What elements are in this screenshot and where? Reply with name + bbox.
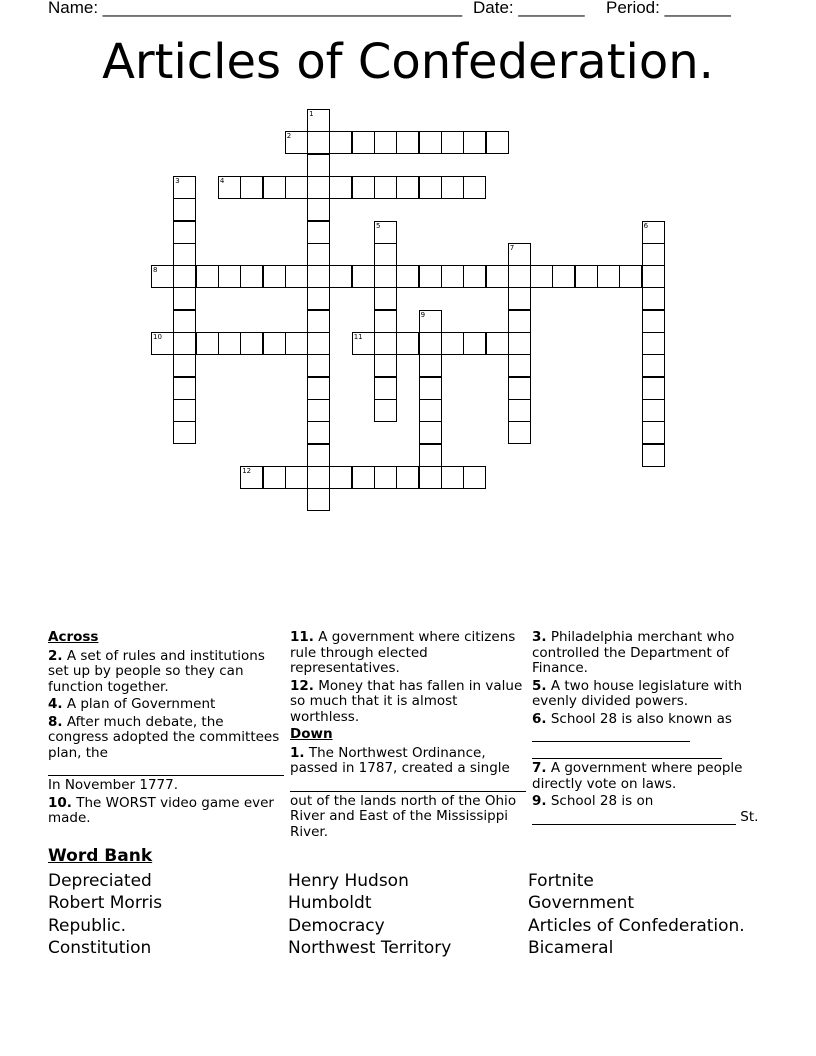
crossword-cell[interactable] xyxy=(441,466,464,489)
crossword-cell[interactable] xyxy=(642,421,665,444)
crossword-cell[interactable] xyxy=(486,332,509,355)
crossword-cell[interactable] xyxy=(307,198,330,221)
cell-number: 2 xyxy=(286,132,292,141)
crossword-cell[interactable] xyxy=(285,265,308,288)
crossword-cell[interactable] xyxy=(642,354,665,377)
crossword-cell[interactable] xyxy=(352,332,375,355)
crossword-cell[interactable] xyxy=(642,243,665,266)
word-bank-item: Fortnite xyxy=(528,870,594,891)
cell-number: 11 xyxy=(353,333,363,341)
crossword-cell[interactable] xyxy=(307,354,330,377)
word-bank-title: Word Bank xyxy=(48,846,153,866)
cell-number: 3 xyxy=(175,176,180,185)
clue-across-12: 12. Money that has fallen in value so much that it is almost worthless. xyxy=(290,677,523,725)
crossword-cell[interactable] xyxy=(374,131,397,154)
crossword-cell[interactable] xyxy=(419,265,442,288)
crossword-cell[interactable] xyxy=(374,310,397,333)
crossword-cell[interactable] xyxy=(374,287,397,310)
word-bank-item: Robert Morris xyxy=(48,893,163,913)
crossword-cell[interactable] xyxy=(329,265,352,288)
answer-blank[interactable] xyxy=(532,811,736,825)
crossword-cell[interactable] xyxy=(463,265,486,288)
crossword-cell[interactable] xyxy=(374,265,397,288)
cell-number: 9 xyxy=(420,310,426,319)
crossword-cell[interactable] xyxy=(419,377,442,400)
page-title: Articles of Confederation. xyxy=(102,34,714,90)
word-bank-item: Government xyxy=(528,893,635,913)
crossword-cell[interactable] xyxy=(263,332,286,355)
crossword-cell[interactable] xyxy=(419,131,442,154)
crossword-cell[interactable] xyxy=(642,377,665,400)
crossword-cell[interactable] xyxy=(285,466,308,489)
cell-number: 12 xyxy=(242,466,252,475)
date-field[interactable]: Date: _______ xyxy=(473,0,585,17)
crossword-cell[interactable] xyxy=(307,176,330,199)
clues-column-2 xyxy=(290,630,526,842)
crossword-cell[interactable] xyxy=(486,131,509,154)
crossword-cell[interactable] xyxy=(285,176,308,199)
crossword-cell[interactable] xyxy=(642,265,665,288)
crossword-cell[interactable] xyxy=(508,243,531,266)
crossword-cell[interactable] xyxy=(285,332,308,355)
cell-number: 6 xyxy=(643,221,649,230)
crossword-cell[interactable] xyxy=(263,265,286,288)
crossword-cell[interactable] xyxy=(173,377,196,400)
cell-number: 8 xyxy=(153,266,158,275)
crossword-cell[interactable] xyxy=(218,265,241,288)
word-bank-row xyxy=(48,937,768,960)
crossword-cell[interactable] xyxy=(463,131,486,154)
crossword-cell[interactable] xyxy=(441,332,464,355)
word-bank-row xyxy=(48,870,768,893)
crossword-cell[interactable] xyxy=(240,466,263,489)
answer-blank[interactable] xyxy=(290,777,526,792)
crossword-cell[interactable] xyxy=(508,287,531,310)
crossword-cell[interactable] xyxy=(396,466,419,489)
crossword-cell[interactable] xyxy=(307,154,330,177)
crossword-cell[interactable] xyxy=(642,221,665,244)
crossword-cell[interactable] xyxy=(374,377,397,400)
crossword-cell[interactable] xyxy=(419,421,442,444)
clue-down-1: 1. The Northwest Ordinance, passed in 1787, created a single out of the lands north of the Ohio River and East of the Mississippi River. xyxy=(290,746,526,841)
word-bank-item: Northwest Territory xyxy=(288,938,452,958)
cell-number: 7 xyxy=(509,243,515,252)
crossword-cell[interactable] xyxy=(508,265,531,288)
word-bank-item: Henry Hudson xyxy=(288,870,409,891)
crossword-cell[interactable] xyxy=(196,332,219,355)
period-field[interactable]: Period: _______ xyxy=(606,0,731,17)
crossword-cell[interactable] xyxy=(307,377,330,400)
crossword-cell[interactable] xyxy=(329,466,352,489)
crossword-cell[interactable] xyxy=(419,466,442,489)
crossword-cell[interactable] xyxy=(441,265,464,288)
crossword-cell[interactable] xyxy=(307,287,330,310)
word-bank-item: Constitution xyxy=(48,938,152,958)
crossword-cell[interactable] xyxy=(619,265,642,288)
crossword-cell[interactable] xyxy=(508,332,531,355)
word-bank-item: Bicameral xyxy=(528,938,614,958)
crossword-cell[interactable] xyxy=(173,198,196,221)
crossword-cell[interactable] xyxy=(396,176,419,199)
crossword-cell[interactable] xyxy=(441,176,464,199)
word-bank-item: Depreciated xyxy=(48,870,152,891)
answer-blank[interactable] xyxy=(532,744,722,759)
clue-down-9: 9. School 28 is on St. xyxy=(532,793,759,825)
crossword-cell[interactable] xyxy=(374,399,397,422)
crossword-cell[interactable] xyxy=(173,399,196,422)
clue-down-5: 5. A two house legislature with evenly divided powers. xyxy=(532,677,743,709)
crossword-cell[interactable] xyxy=(307,399,330,422)
word-bank-item: Articles of Confederation. xyxy=(528,915,745,936)
crossword-cell[interactable] xyxy=(352,131,375,154)
crossword-cell[interactable] xyxy=(642,332,665,355)
crossword-cell[interactable] xyxy=(508,310,531,333)
crossword-cell[interactable] xyxy=(263,466,286,489)
crossword-cell[interactable] xyxy=(419,332,442,355)
crossword-cell[interactable] xyxy=(419,310,442,333)
crossword-cell[interactable] xyxy=(240,265,263,288)
crossword-cell[interactable] xyxy=(352,265,375,288)
crossword-cell[interactable] xyxy=(642,287,665,310)
crossword-cell[interactable] xyxy=(307,421,330,444)
crossword-cell[interactable] xyxy=(463,332,486,355)
answer-blank[interactable] xyxy=(48,761,284,776)
crossword-cell[interactable] xyxy=(307,131,330,154)
word-bank-item: Humboldt xyxy=(288,893,372,913)
clue-down-6: 6. School 28 is also known as xyxy=(532,712,772,760)
crossword-cell[interactable] xyxy=(307,265,330,288)
crossword-cell[interactable] xyxy=(396,265,419,288)
crossword-cell[interactable] xyxy=(419,354,442,377)
across-heading: Across xyxy=(48,629,99,645)
crossword-cell[interactable] xyxy=(173,176,196,199)
crossword-cell[interactable] xyxy=(552,265,575,288)
crossword-cell[interactable] xyxy=(173,221,196,244)
crossword-cell[interactable] xyxy=(508,354,531,377)
crossword-cell[interactable] xyxy=(463,176,486,199)
crossword-cell[interactable] xyxy=(419,176,442,199)
clue-down-3: 3. Philadelphia merchant who controlled the Department of Finance. xyxy=(532,629,735,676)
clue-across-4: 4. A plan of Government xyxy=(48,696,216,712)
crossword-cell[interactable] xyxy=(374,221,397,244)
crossword-cell[interactable] xyxy=(307,310,330,333)
clue-across-8: 8. After much debate, the congress adopted the committees plan, the In November 1777. xyxy=(48,715,284,794)
crossword-cell[interactable] xyxy=(374,243,397,266)
crossword-cell[interactable] xyxy=(419,399,442,422)
crossword-cell[interactable] xyxy=(240,332,263,355)
crossword-cell[interactable] xyxy=(173,310,196,333)
crossword-cell[interactable] xyxy=(575,265,598,288)
word-bank-item: Republic. xyxy=(48,915,127,936)
crossword-cell[interactable] xyxy=(642,310,665,333)
crossword-cell[interactable] xyxy=(352,176,375,199)
down-heading: Down xyxy=(290,726,333,742)
crossword-cell[interactable] xyxy=(419,444,442,467)
crossword-cell[interactable] xyxy=(240,176,263,199)
crossword-cell[interactable] xyxy=(173,243,196,266)
crossword-cell[interactable] xyxy=(463,466,486,489)
crossword-cell[interactable] xyxy=(374,354,397,377)
crossword-cell[interactable] xyxy=(329,131,352,154)
word-bank-item: Democracy xyxy=(288,915,385,936)
crossword-cell[interactable] xyxy=(173,265,196,288)
crossword-cell[interactable] xyxy=(307,221,330,244)
word-bank-row xyxy=(48,892,768,915)
crossword-cell[interactable] xyxy=(218,176,241,199)
crossword-cell[interactable] xyxy=(486,265,509,288)
clues-column-3 xyxy=(532,630,772,827)
crossword-cell[interactable] xyxy=(307,444,330,467)
crossword-cell[interactable] xyxy=(151,332,174,355)
crossword-cell[interactable] xyxy=(307,243,330,266)
crossword-cell[interactable] xyxy=(173,421,196,444)
crossword-cell[interactable] xyxy=(508,377,531,400)
crossword-cell[interactable] xyxy=(441,131,464,154)
crossword-cell[interactable] xyxy=(173,354,196,377)
answer-blank[interactable] xyxy=(532,727,690,742)
crossword-cell[interactable] xyxy=(352,466,375,489)
cell-number: 4 xyxy=(219,176,225,185)
crossword-cell[interactable] xyxy=(196,265,219,288)
crossword-cell[interactable] xyxy=(218,332,241,355)
crossword-cell[interactable] xyxy=(307,488,330,511)
crossword-cell[interactable] xyxy=(173,287,196,310)
cell-number: 1 xyxy=(309,110,314,118)
crossword-cell[interactable] xyxy=(374,466,397,489)
crossword-cell[interactable] xyxy=(396,332,419,355)
clue-across-2: 2. A set of rules and institutions set up by people so they can function together. xyxy=(48,647,265,695)
crossword-cell[interactable] xyxy=(263,176,286,199)
crossword-cell[interactable] xyxy=(530,265,553,288)
clue-down-7: 7. A government where people directly vote on laws. xyxy=(532,760,743,792)
crossword-cell[interactable] xyxy=(151,265,174,288)
crossword-cell[interactable] xyxy=(374,176,397,199)
crossword-cell[interactable] xyxy=(285,131,308,154)
cell-number: 5 xyxy=(376,221,381,230)
word-bank-row xyxy=(48,915,768,938)
crossword-cell[interactable] xyxy=(508,399,531,422)
crossword-cell[interactable] xyxy=(396,131,419,154)
crossword-cell[interactable] xyxy=(307,109,330,132)
cell-number: 10 xyxy=(153,333,162,341)
clues-column-1 xyxy=(48,630,284,829)
crossword-cell[interactable] xyxy=(374,332,397,355)
name-field[interactable]: Name: ______________________________________ xyxy=(48,0,463,17)
clue-across-11: 11. A government where citizens rule through elected representatives. xyxy=(290,629,516,676)
crossword-cell[interactable] xyxy=(597,265,620,288)
crossword-cell[interactable] xyxy=(173,332,196,355)
crossword-cell[interactable] xyxy=(329,176,352,199)
crossword-cell[interactable] xyxy=(508,421,531,444)
crossword-cell[interactable] xyxy=(307,466,330,489)
word-bank xyxy=(48,845,768,960)
crossword-cell[interactable] xyxy=(307,332,330,355)
clue-across-10: 10. The WORST video game ever made. xyxy=(48,794,274,826)
crossword-cell[interactable] xyxy=(642,399,665,422)
crossword-cell[interactable] xyxy=(642,444,665,467)
